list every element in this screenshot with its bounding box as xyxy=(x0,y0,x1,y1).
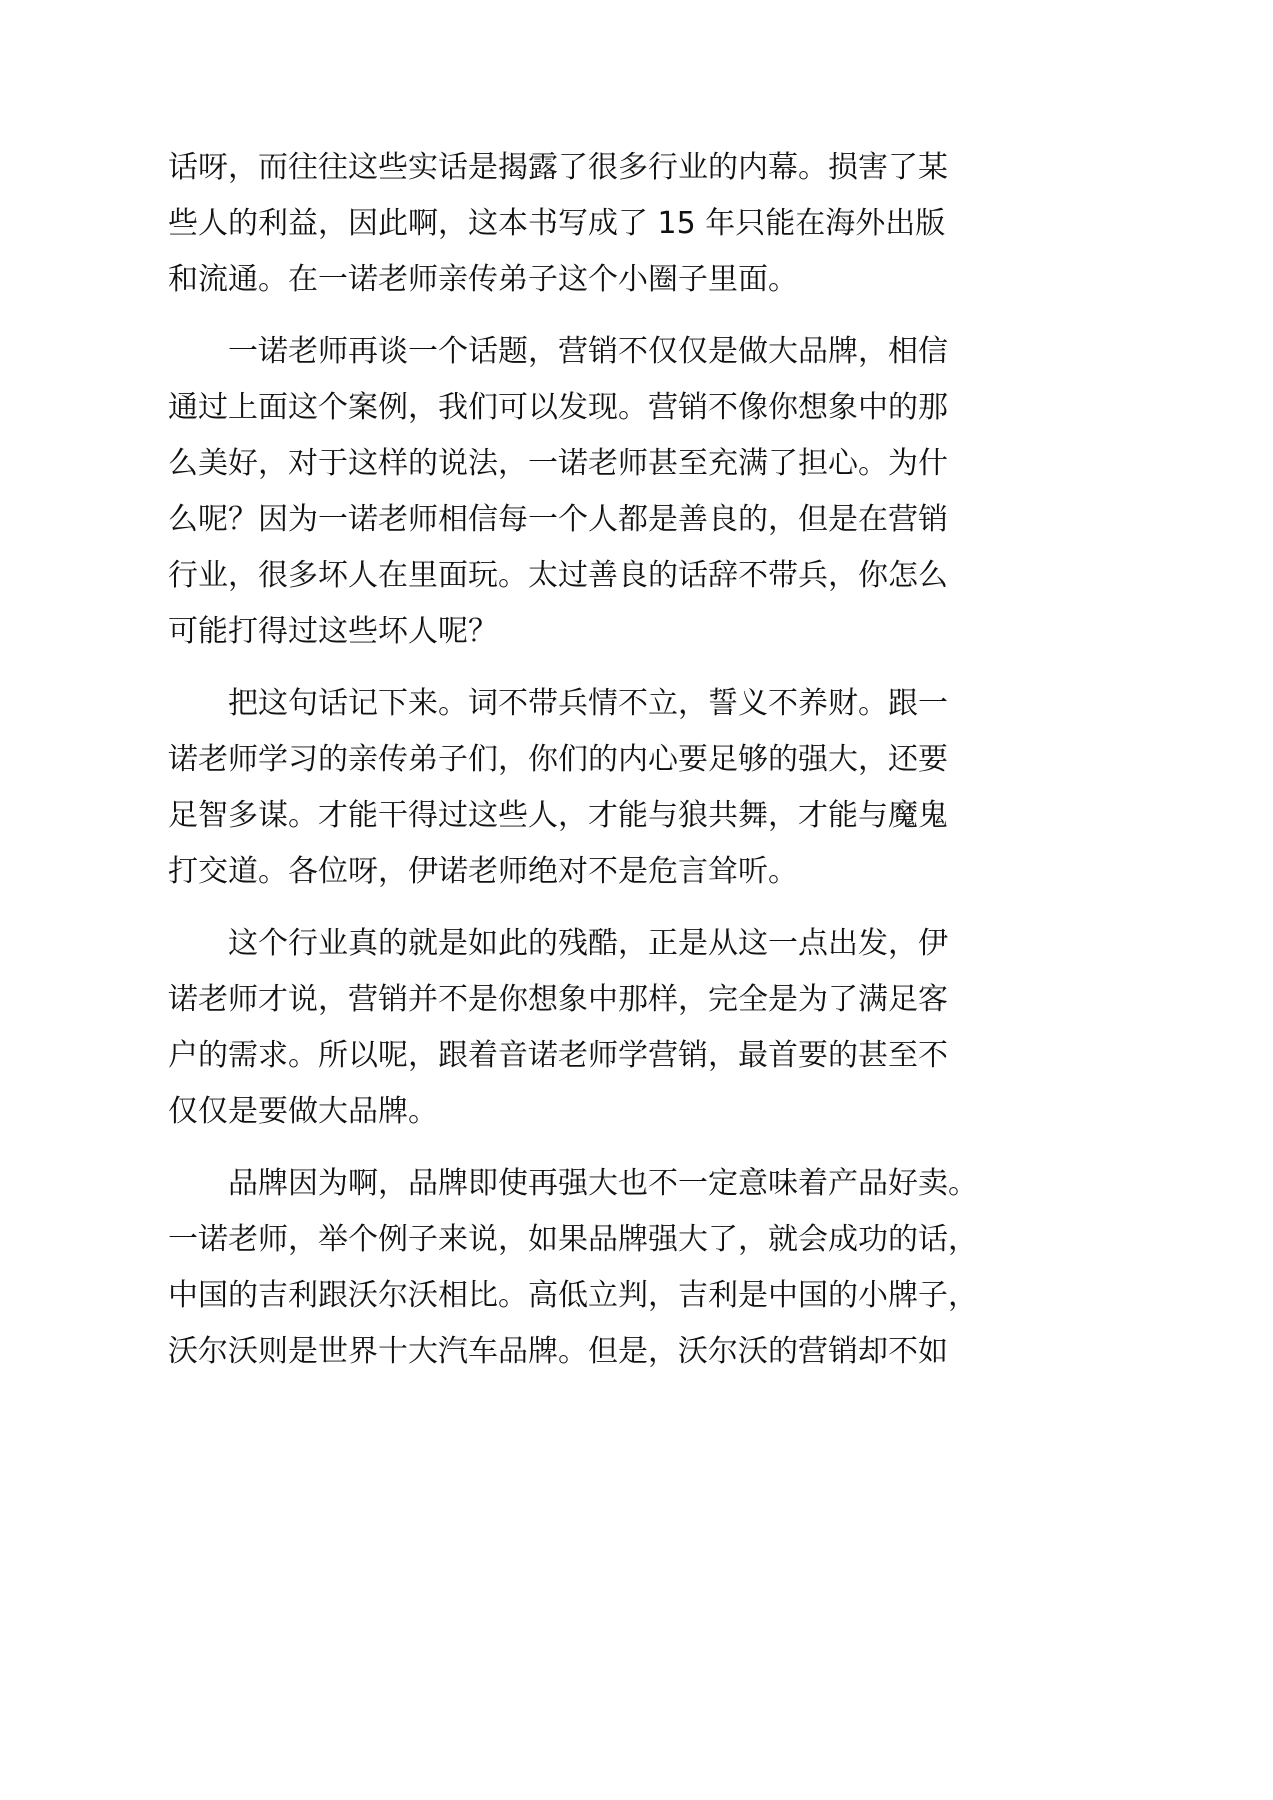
text-line: 行业，很多坏人在里面玩。太过善良的话辞不带兵，你怎么 xyxy=(168,558,948,593)
text-line: 么美好，对于这样的说法，一诺老师甚至充满了担心。为什 xyxy=(168,446,948,481)
text-line: 中国的吉利跟沃尔沃相比。高低立判，吉利是中国的小牌子， xyxy=(168,1278,978,1313)
text-line: 些人的利益，因此啊，这本书写成了 15 年只能在海外出版 xyxy=(168,206,946,241)
text-line: 和流通。在一诺老师亲传弟子这个小圈子里面。 xyxy=(168,262,798,297)
text-line: 打交道。各位呀，伊诺老师绝对不是危言耸听。 xyxy=(168,854,798,889)
document-body xyxy=(168,140,978,1396)
paragraph-5 xyxy=(168,1156,978,1380)
paragraph-2 xyxy=(168,324,948,660)
text-line: 一诺老师，举个例子来说，如果品牌强大了，就会成功的话， xyxy=(168,1222,978,1257)
text-line: 一诺老师再谈一个话题，营销不仅仅是做大品牌，相信 xyxy=(228,334,948,369)
text-line: 品牌因为啊，品牌即使再强大也不一定意味着产品好卖。 xyxy=(228,1166,978,1201)
text-line: 沃尔沃则是世界十大汽车品牌。但是，沃尔沃的营销却不如 xyxy=(168,1334,948,1369)
text-line: 通过上面这个案例，我们可以发现。营销不像你想象中的那 xyxy=(168,390,948,425)
text-line: 诺老师才说，营销并不是你想象中那样，完全是为了满足客 xyxy=(168,982,948,1017)
text-line: 户的需求。所以呢，跟着音诺老师学营销，最首要的甚至不 xyxy=(168,1038,948,1073)
text-line: 这个行业真的就是如此的残酷，正是从这一点出发，伊 xyxy=(228,926,948,961)
text-line: 诺老师学习的亲传弟子们，你们的内心要足够的强大，还要 xyxy=(168,742,948,777)
text-line: 可能打得过这些坏人呢？ xyxy=(168,614,498,649)
text-line: 么呢？因为一诺老师相信每一个人都是善良的，但是在营销 xyxy=(168,502,948,537)
text-line: 话呀，而往往这些实话是揭露了很多行业的内幕。损害了某 xyxy=(168,150,948,185)
text-line: 把这句话记下来。词不带兵情不立，誓义不养财。跟一 xyxy=(228,686,948,721)
paragraph-4 xyxy=(168,916,948,1140)
paragraph-3 xyxy=(168,676,948,900)
text-line: 足智多谋。才能干得过这些人，才能与狼共舞，才能与魔鬼 xyxy=(168,798,948,833)
text-line: 仅仅是要做大品牌。 xyxy=(168,1094,438,1129)
paragraph-1 xyxy=(168,140,948,308)
